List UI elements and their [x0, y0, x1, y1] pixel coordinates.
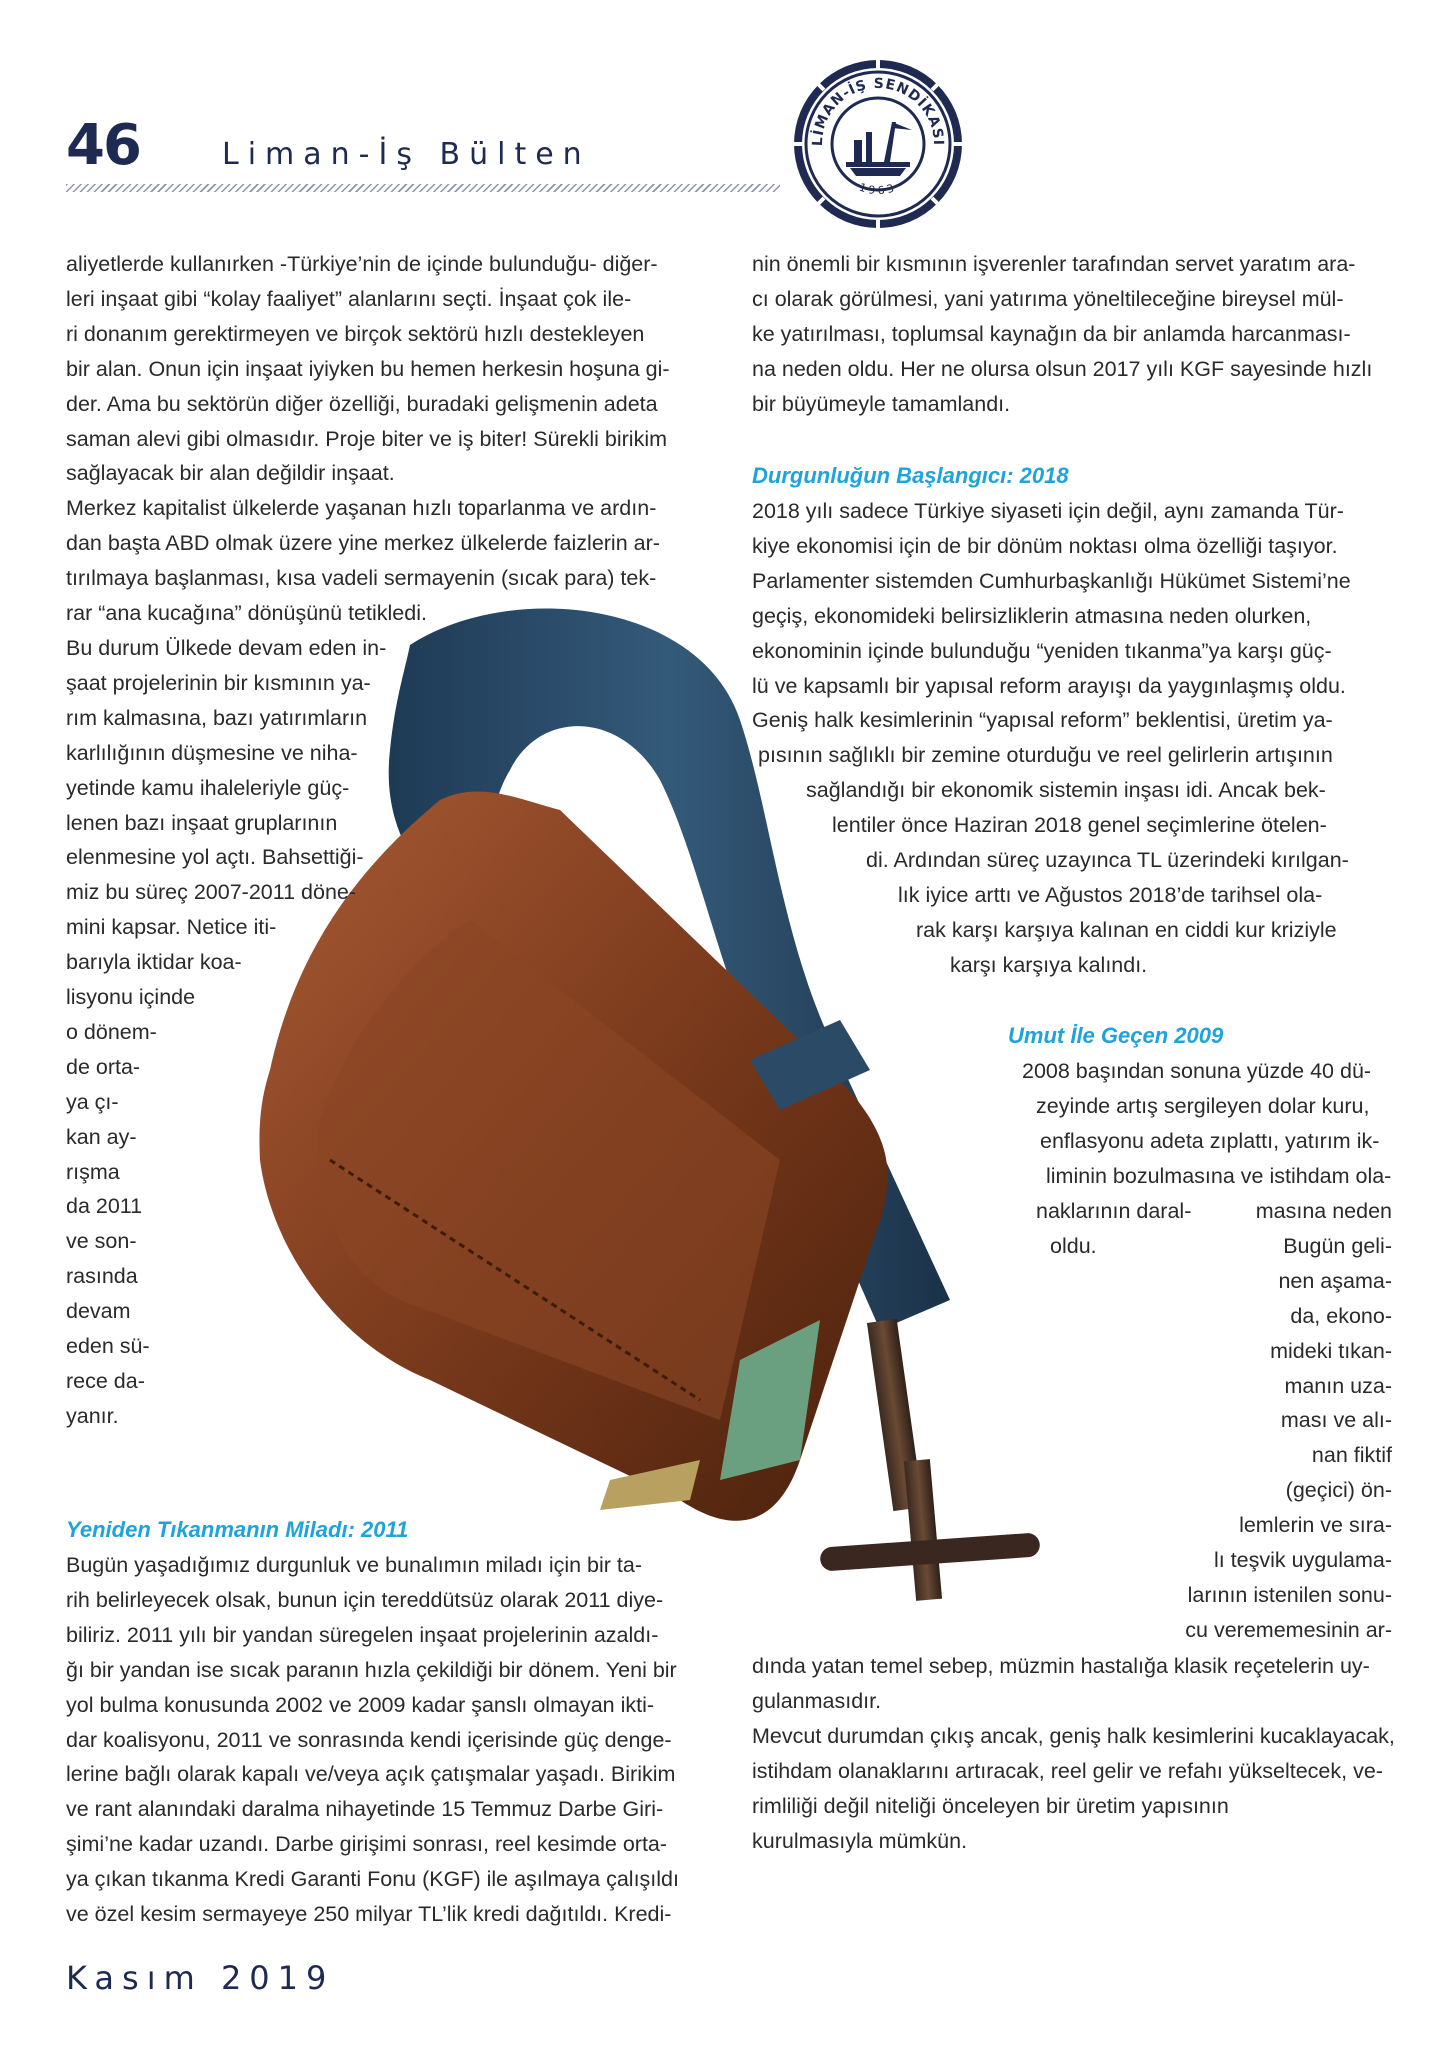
logo-ring-text: LİMAN-İŞ SENDİKASI [809, 75, 947, 147]
text-line: ve rant alanındaki daralma nihayetinde 15 Temmuz Darbe Giri- [66, 1797, 664, 1822]
text-line: Bu durum Ülkede devam eden in- [66, 636, 387, 660]
text-line: lı teşvik uygulama- [1213, 1548, 1392, 1572]
text-line: de orta- [66, 1054, 141, 1079]
text-line: karşı karşıya kalındı. [950, 952, 1148, 977]
text-line: (geçici) ön- [1285, 1478, 1392, 1503]
text-line: tırılmaya başlanması, kısa vadeli sermayenin (sıcak para) tek- [66, 566, 657, 591]
text-line: eden sü- [66, 1334, 150, 1358]
text-line: nin önemli bir kısmının işverenler tarafından servet yaratım ara- [752, 252, 1356, 276]
text-line: Geniş halk kesimlerinin “yapısal reform” beklentisi, üretim ya- [752, 708, 1333, 733]
text-line: rım kalmasına, bazı yatırımların [66, 705, 368, 730]
text-line: 2018 yılı sadece Türkiye siyaseti için değil, aynı zamanda Tür- [752, 499, 1344, 523]
text-line: manın uza- [1284, 1373, 1392, 1398]
text-line: aliyetlerde kullanırken -Türkiye’nin de içinde bulunduğu- diğer- [66, 252, 658, 276]
text-line: di. Ardından süreç uzayınca TL üzerindeki kırılgan- [866, 848, 1349, 872]
text-line: pısının sağlıklı bir zemine oturduğu ve reel gelirlerin artışının [758, 743, 1333, 768]
text-line: naklarının daral- [1036, 1198, 1192, 1223]
text-line: Bugün yaşadığımız durgunluk ve bunalımın miladı için bir ta- [66, 1553, 643, 1577]
union-logo [792, 58, 964, 230]
text-line: kurulmasıyla mümkün. [752, 1828, 968, 1853]
text-line: zeyinde artış sergileyen dolar kuru, [1036, 1093, 1370, 1118]
text-line: dında yatan temel sebep, müzmin hastalığa klasik reçetelerin uy- [752, 1654, 1370, 1678]
text-line: şimi’ne kadar uzandı. Darbe girişimi sonrası, reel kesimde orta- [66, 1832, 668, 1857]
text-line: sağlayacak bir alan değildir inşaat. [66, 461, 395, 486]
text-line: devam [66, 1299, 131, 1324]
text-line: cı olarak görülmesi, yani yatırıma yöneltileceğine bireysel mül- [752, 286, 1344, 311]
text-line: nan fiktif [1311, 1443, 1392, 1468]
text-line: Merkez kapitalist ülkelerde yaşanan hızlı toparlanma ve ardın- [66, 496, 657, 521]
section-heading-2009: Umut İle Geçen 2009 [1008, 1023, 1224, 1048]
text-line: leri inşaat gibi “kolay faaliyet” alanlarını seçti. İnşaat çok ile- [66, 286, 632, 311]
text-line: lık iyice arttı ve Ağustos 2018’de tarihsel ola- [898, 882, 1323, 907]
text-line: liminin bozulmasına ve istihdam ola- [1046, 1163, 1392, 1188]
text-line: rimliliği değil niteliği önceleyen bir üretim yapısının [752, 1793, 1229, 1818]
text-line: lisyonu içinde [66, 985, 196, 1009]
text-line: ğı bir yandan ise sıcak paranın hızla çekildiği bir dönem. Yeni bir [66, 1657, 677, 1682]
text-line: lentiler önce Haziran 2018 genel seçimlerine ötelen- [832, 813, 1327, 838]
text-line: 2008 başından sonuna yüzde 40 dü- [1022, 1059, 1372, 1083]
text-line: Mevcut durumdan çıkış ancak, geniş halk kesimlerini kucaklayacak, [752, 1723, 1395, 1748]
page-number: 46 [66, 113, 140, 178]
text-line: na neden oldu. Her ne olursa olsun 2017 yılı KGF sayesinde hızlı [752, 356, 1373, 381]
text-line: enflasyonu adeta zıplattı, yatırım ik- [1040, 1128, 1380, 1153]
text-line: ve özel kesim sermayeye 250 milyar TL’lik kredi dağıtıldı. Kredi- [66, 1902, 672, 1926]
section-heading-2018: Durgunluğun Başlangıcı: 2018 [752, 463, 1069, 488]
text-line: karlılığının düşmesine ve niha- [66, 740, 358, 765]
text-line: elenmesine yol açtı. Bahsettiği- [66, 845, 364, 870]
text-line: masına neden [1255, 1199, 1392, 1223]
text-line: larının istenilen sonu- [1187, 1582, 1392, 1607]
text-line: rak karşı karşıya kalınan en ciddi kur kriziyle [916, 917, 1337, 942]
text-line: rışma [66, 1159, 120, 1184]
issue-date: Kasım 2019 [66, 1959, 335, 1997]
text-line: ri donanım gerektirmeyen ve birçok sektörü hızlı destekleyen [66, 321, 645, 346]
text-line: biliriz. 2011 yılı bir yandan süregelen inşaat projelerinin azaldı- [66, 1622, 659, 1647]
text-line: yanır. [66, 1403, 119, 1428]
text-line: Bugün geli- [1283, 1233, 1392, 1258]
text-line: sağlandığı bir ekonomik sistemin inşası idi. Ancak bek- [806, 778, 1326, 803]
text-line: da, ekono- [1290, 1303, 1392, 1328]
text-line: şaat projelerinin bir kısmının ya- [66, 670, 371, 695]
text-line: kan ay- [66, 1124, 137, 1149]
text-line: mideki tıkan- [1270, 1338, 1392, 1363]
section-heading-2011: Yeniden Tıkanmanın Miladı: 2011 [66, 1517, 409, 1542]
text-line: ya çı- [66, 1089, 119, 1114]
text-line: Parlamenter sistemden Cumhurbaşkanlığı Hükümet Sistemi’ne [752, 568, 1351, 593]
text-line: gulanmasıdır. [752, 1688, 882, 1713]
text-line: ve son- [66, 1229, 137, 1254]
text-line: ekonominin içinde bulunduğu “yeniden tıkanma”ya karşı güç- [752, 638, 1332, 663]
text-line: rar “ana kucağına” dönüşünü tetikledi. [66, 601, 427, 625]
text-line: dar koalisyonu, 2011 ve sonrasında kendi içerisinde güç denge- [66, 1727, 672, 1752]
text-line: bir büyümeyle tamamlandı. [752, 391, 1011, 416]
text-line: lü ve kapsamlı bir yapısal reform arayışı da yaygınlaşmış oldu. [752, 673, 1346, 698]
text-line: kiye ekonomisi için de bir dönüm noktası olma özelliği taşıyor. [752, 533, 1338, 558]
text-line: ması ve alı- [1280, 1408, 1392, 1433]
text-line: barıyla iktidar koa- [66, 950, 242, 975]
text-line: saman alevi gibi olmasıdır. Proje biter ve iş biter! Sürekli birikim [66, 426, 668, 451]
text-line: mini kapsar. Netice iti- [66, 915, 277, 940]
text-line: ke yatırılması, toplumsal kaynağın da bir anlamda harcanması- [752, 321, 1351, 346]
publication-title: Liman-İş Bülten [222, 137, 591, 172]
text-line: lemlerin ve sıra- [1239, 1513, 1392, 1538]
text-line: bir alan. Onun için inşaat iyiyken bu hemen herkesin hoşuna gi- [66, 356, 670, 381]
text-line: lenen bazı inşaat gruplarının [66, 810, 338, 835]
text-line: dan başta ABD olmak üzere yine merkez ülkelerde faizlerin ar- [66, 531, 660, 556]
text-line: yetinde kamu ihaleleriyle güç- [66, 775, 350, 800]
text-line: cu verememesinin ar- [1185, 1617, 1392, 1642]
text-line: geçiş, ekonomideki belirsizliklerin atmasına neden olurken, [752, 603, 1312, 628]
text-line: rih belirleyecek olsak, bunun için tereddütsüz olarak 2011 diye- [66, 1587, 664, 1612]
text-line: istihdam olanaklarını artıracak, reel gelir ve refahı yükseltecek, ve- [752, 1758, 1383, 1783]
text-line: da 2011 [66, 1194, 143, 1219]
text-line: ya çıkan tıkanma Kredi Garanti Fonu (KGF) ile aşılmaya çalışıldı [66, 1867, 679, 1892]
text-line: rece da- [66, 1368, 145, 1393]
text-line: der. Ama bu sektörün diğer özelliği, buradaki gelişmenin adeta [66, 391, 658, 416]
text-line: o dönem- [66, 1019, 157, 1044]
text-line: lerine bağlı olarak kapalı ve/veya açık çatışmalar yaşadı. Birikim [66, 1762, 676, 1787]
text-line: rasında [66, 1264, 138, 1289]
text-line: miz bu süreç 2007-2011 döne- [66, 880, 357, 905]
header-divider [66, 184, 780, 192]
text-line: nen aşama- [1278, 1268, 1392, 1293]
text-line: yol bulma konusunda 2002 ve 2009 kadar şanslı olmayan ikti- [66, 1692, 655, 1717]
text-line: oldu. [1050, 1233, 1097, 1258]
logo-year: 1963 [857, 180, 899, 198]
